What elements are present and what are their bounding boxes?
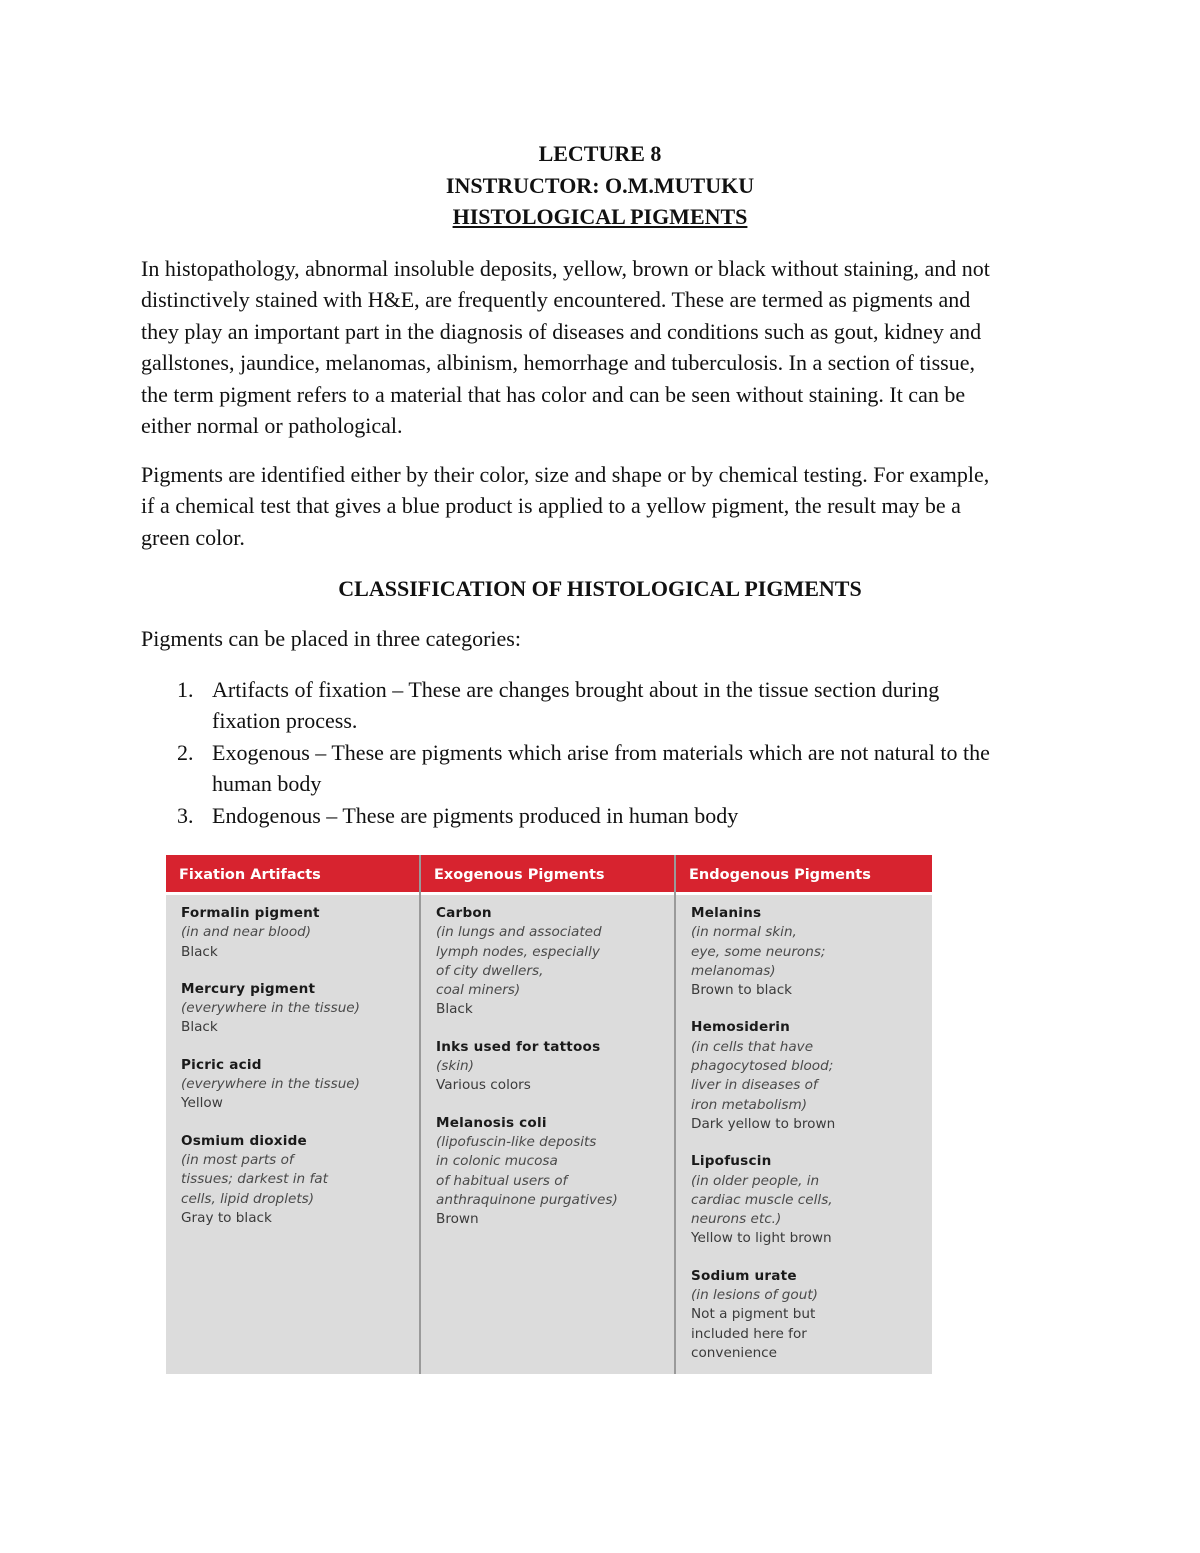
pigment-location: liver in diseases of [691, 1077, 818, 1094]
pigment-location: (lipofuscin-like deposits [436, 1133, 597, 1150]
lecture-number: LECTURE 8 [538, 141, 662, 166]
pigment-location: (in lesions of gout) [691, 1287, 818, 1304]
pigment-name: Lipofuscin [691, 1153, 772, 1170]
paragraph-line: if a chemical test that gives a blue product is applied to a yellow pigment, the result may be a [141, 493, 961, 519]
pigment-name: Mercury pigment [181, 980, 316, 997]
pigment-color: Not a pigment but [691, 1306, 816, 1323]
pigment-location: coal miners) [436, 982, 521, 999]
pigment-location: iron metabolism) [691, 1096, 808, 1113]
column-heading: Exogenous Pigments [421, 855, 674, 895]
list-line: human body [212, 771, 322, 797]
column-body [676, 895, 932, 1363]
pigment-location: (in lungs and associated [436, 924, 602, 941]
category-list [141, 674, 1061, 831]
pigment-location: (everywhere in the tissue) [181, 1076, 360, 1093]
classification-heading: CLASSIFICATION OF HISTOLOGICAL PIGMENTS [338, 576, 862, 601]
pigment-location: cardiac muscle cells, [691, 1191, 833, 1208]
list-item [141, 800, 1061, 831]
pigment-name: Osmium dioxide [181, 1132, 307, 1149]
pigment-location: tissues; darkest in fat [181, 1171, 328, 1188]
pigment-entry [436, 1038, 674, 1096]
column-body [421, 895, 674, 1229]
pigment-entry [181, 980, 419, 1038]
classification-intro: Pigments can be placed in three categories: [141, 626, 521, 651]
pigment-location: neurons etc.) [691, 1211, 782, 1228]
pigment-entry [181, 1056, 419, 1114]
pigment-name: Melanins [691, 905, 762, 921]
pigment-name: Hemosiderin [691, 1019, 791, 1036]
paragraph-line: either normal or pathological. [141, 413, 403, 439]
pigment-location: in colonic mucosa [436, 1153, 558, 1170]
paragraph-line: distinctively stained with H&E, are frequently encountered. These are termed as pigments and [141, 287, 971, 313]
pigment-location: (everywhere in the tissue) [181, 1000, 360, 1017]
pigment-color: Black [181, 943, 218, 960]
pigment-location: (in cells that have [691, 1038, 814, 1055]
table-column [166, 855, 421, 1374]
pigment-entry [436, 904, 674, 1020]
pigment-color: Dark yellow to brown [691, 1115, 836, 1132]
pigment-entry [436, 1114, 674, 1230]
pigment-location: phagocytosed blood; [691, 1058, 834, 1075]
pigment-name: Inks used for tattoos [436, 1038, 601, 1055]
document-title: HISTOLOGICAL PIGMENTS [452, 204, 748, 229]
column-heading: Fixation Artifacts [166, 855, 419, 895]
pigment-color: Yellow [181, 1095, 223, 1112]
pigment-color: Brown [436, 1211, 479, 1228]
pigment-entry [181, 1132, 419, 1228]
pigment-location: (in older people, in [691, 1172, 820, 1189]
paragraph-line: In histopathology, abnormal insoluble deposits, yellow, brown or black without staining, and not [141, 256, 990, 281]
pigment-color: convenience [691, 1344, 778, 1361]
pigment-name: Sodium urate [691, 1267, 797, 1284]
list-line: fixation process. [212, 708, 358, 734]
pigment-color: Yellow to light brown [691, 1230, 832, 1247]
pigment-location: cells, lipid droplets) [181, 1190, 315, 1207]
paragraph-line: the term pigment refers to a material that has color and can be seen without staining. It can be [141, 381, 966, 407]
pigment-location: (in and near blood) [181, 924, 312, 941]
pigment-location: eye, some neurons; [691, 943, 826, 960]
pigment-location: of city dwellers, [436, 962, 544, 979]
pigment-location: (in most parts of [181, 1151, 294, 1168]
table-column [421, 855, 676, 1374]
column-body [166, 895, 419, 1228]
paragraph-line: Pigments are identified either by their color, size and shape or by chemical testing. For example, [141, 462, 990, 487]
pigment-location: lymph nodes, especially [436, 943, 600, 960]
column-heading: Endogenous Pigments [676, 855, 932, 895]
pigment-entry [691, 1267, 932, 1363]
list-line: Endogenous – These are pigments produced in human body [212, 802, 739, 828]
pigment-color: included here for [691, 1325, 807, 1342]
pigment-name: Formalin pigment [181, 905, 320, 921]
pigment-color: Black [436, 1001, 473, 1018]
pigment-location: melanomas) [691, 962, 776, 979]
pigment-color: Brown to black [691, 982, 793, 999]
paragraph-line: gallstones, jaundice, melanomas, albinism, hemorrhage and tuberculosis. In a section of tissue, [141, 350, 975, 376]
list-item [141, 674, 1061, 737]
pigment-entry [691, 904, 932, 1000]
pigment-entry [691, 1018, 932, 1134]
pigment-name: Carbon [436, 905, 492, 921]
paragraph-line: they play an important part in the diagnosis of diseases and conditions such as gout, kidney and [141, 318, 982, 344]
pigment-location: (skin) [436, 1058, 474, 1075]
paragraph-line: green color. [141, 524, 245, 550]
pigment-color: Various colors [436, 1077, 531, 1094]
list-number: 3. [177, 802, 194, 828]
pigment-table [166, 855, 932, 1374]
list-number: 1. [177, 677, 194, 702]
intro-paragraph [141, 253, 1061, 441]
list-line: Artifacts of fixation – These are changes brought about in the tissue section during [212, 677, 940, 702]
pigment-location: anthraquinone purgatives) [436, 1191, 618, 1208]
pigment-name: Melanosis coli [436, 1114, 547, 1131]
pigment-location: (in normal skin, [691, 924, 797, 941]
list-item [141, 737, 1061, 800]
table-column [676, 855, 932, 1374]
pigment-location: of habitual users of [436, 1172, 568, 1189]
identification-paragraph [141, 459, 1061, 553]
pigment-name: Picric acid [181, 1056, 262, 1073]
pigment-color: Gray to black [181, 1209, 272, 1226]
list-line: Exogenous – These are pigments which arise from materials which are not natural to the [212, 739, 990, 765]
document-header [0, 138, 1200, 233]
instructor-name: INSTRUCTOR: O.M.MUTUKU [445, 172, 755, 198]
pigment-entry [691, 1152, 932, 1248]
pigment-color: Black [181, 1019, 218, 1036]
pigment-entry [181, 904, 419, 962]
list-number: 2. [177, 739, 194, 765]
